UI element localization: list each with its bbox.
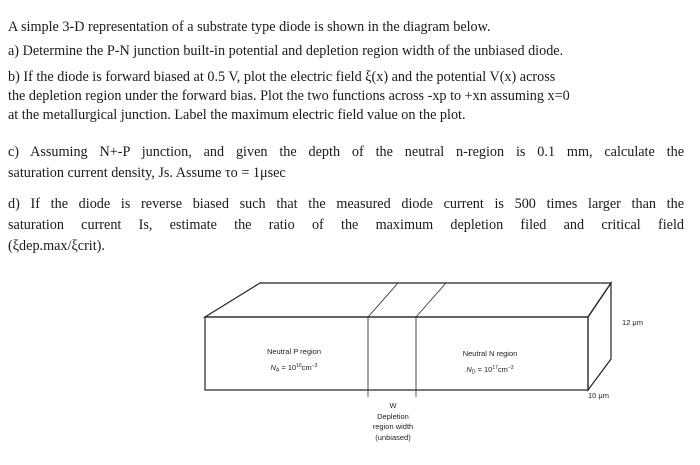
w-label: W bbox=[389, 401, 397, 410]
n-region-doping: $N_D = 10^{17}cm^{-3}$ bbox=[466, 365, 514, 376]
part-b-line3: at the metallurgical junction. Label the maximum electric field value on the plot. bbox=[8, 107, 466, 123]
p-region-title: Neutral P region bbox=[266, 347, 322, 356]
depletion-label-3: (unbiased) bbox=[375, 433, 411, 442]
depletion-label-1: Depletion bbox=[377, 412, 409, 421]
part-c-line1: c) Assuming N+-P junction, and given the depth of the neutral n-region is 0.1 mm, calculate the bbox=[8, 144, 684, 160]
depth-dimension: 10 μm bbox=[588, 391, 609, 400]
depletion-top-right bbox=[416, 283, 446, 317]
part-b-line2: the depletion region under the forward bias. Plot the two functions across -xp to +xn assuming x=0 bbox=[8, 88, 570, 104]
problem-intro: A simple 3-D representation of a substrate type diode is shown in the diagram below. bbox=[8, 19, 491, 35]
part-b-line1: b) If the diode is forward biased at 0.5 V, plot the electric field ξ(x) and the potential V(x) across bbox=[8, 69, 556, 85]
top-face bbox=[205, 283, 611, 317]
part-d-line2: saturation current Is, estimate the ratio of the maximum depletion filed and critical field bbox=[8, 217, 684, 233]
p-region-doping: $N_A = 10^{16}cm^{-3}$ bbox=[270, 363, 318, 374]
part-c-line2: saturation current density, Js. Assume τo = 1μsec bbox=[8, 165, 286, 181]
side-face bbox=[588, 283, 611, 390]
height-dimension: 12 μm bbox=[622, 318, 643, 327]
part-d-line3: (ξdep.max/ξcrit). bbox=[8, 238, 105, 254]
n-region-title: Neutral N region bbox=[462, 349, 518, 358]
front-face bbox=[205, 317, 588, 390]
depletion-label-2: region width bbox=[372, 422, 414, 431]
part-d-line1: d) If the diode is reverse biased such that the measured diode current is 500 times larger than the bbox=[8, 196, 684, 212]
part-a-text: a) Determine the P-N junction built-in potential and depletion region width of the unbiased diode. bbox=[8, 43, 564, 59]
depletion-top-left bbox=[368, 283, 398, 317]
